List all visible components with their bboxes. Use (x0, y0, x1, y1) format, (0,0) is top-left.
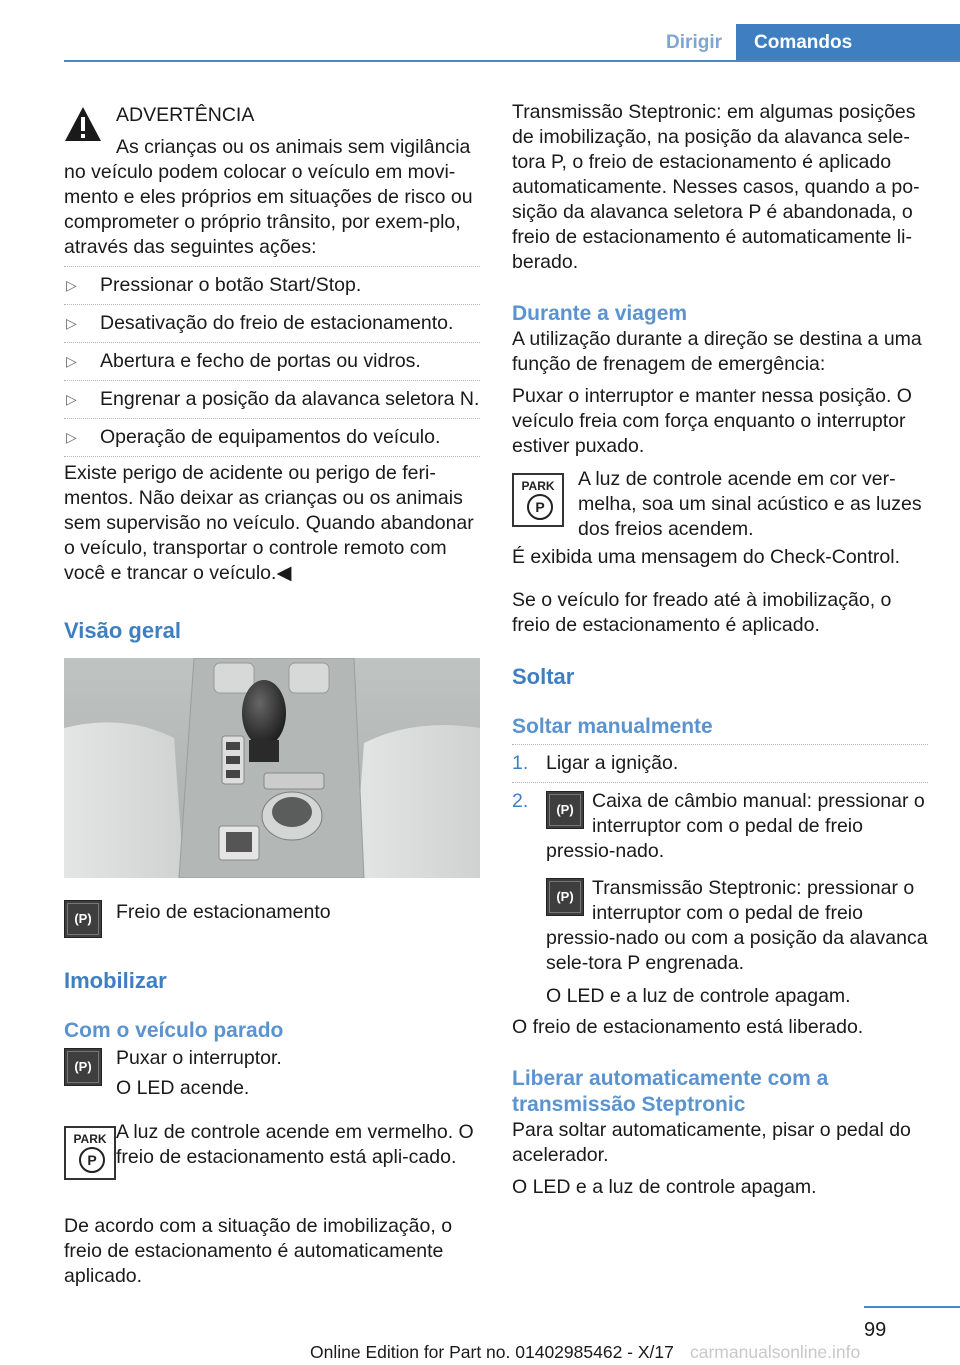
warning-bullets (64, 266, 480, 457)
warning-triangle-icon (64, 106, 102, 142)
red-light-row (64, 1120, 480, 1200)
list-item: ▷ Operação de equipamentos do veículo. (64, 418, 480, 457)
red-sound-text: A luz de controle acende em cor ver-melha, soa um sinal acústico e as luzes dos freios acendem. (578, 468, 922, 540)
edition-text: Online Edition for Part no. 01402985462 - X/17 (310, 1342, 674, 1362)
list-item: ▷ Pressionar o botão Start/Stop. (64, 266, 480, 304)
list-item: ▷ Engrenar a posição da alavanca seletora N. (64, 380, 480, 418)
pull-hold-text: Puxar o interruptor e manter nessa posição. O veículo freia com força enquanto o interruptor estiver puxado. (512, 385, 912, 457)
heading-during-trip: Durante a viagem (512, 302, 688, 325)
heading-release-manual: Soltar manualmente (512, 715, 713, 738)
warning-title: ADVERTÊNCIA (116, 104, 255, 126)
pull-switch-text: Puxar o interruptor. (116, 1047, 282, 1069)
braked-stop-text: Se o veículo for freado até à imobilização, o freio de estacionamento é aplicado. (512, 589, 892, 636)
steptronic-press-text: Transmissão Steptronic: pressionar o interruptor com o pedal de freio pressio-nado ou com a posição da alavanca sele-tora P engrenada. (546, 877, 928, 974)
steptronic-press-block (546, 876, 928, 1009)
footer-rule (864, 1306, 960, 1308)
parking-brake-icon: (P) (64, 1048, 102, 1086)
warning-block (64, 100, 480, 260)
heading-release: Soltar (512, 664, 575, 689)
steptronic-p-text: Transmissão Steptronic: em algumas posições de imobilização, na posição da alavanca sele-tora P, o freio de estacionamento é aplicado automaticamente. Nesses casos, quando a po-sição da alavanca seletora P é abandonada, o freio de estacionamento é automaticamente li-berado. (512, 101, 920, 273)
check-control-text: É exibida uma mensagem do Check-Control. (512, 546, 901, 568)
tab-comandos[interactable]: Comandos (736, 24, 960, 62)
red-sound-row (512, 467, 928, 543)
released-text: O freio de estacionamento está liberado. (512, 1016, 864, 1038)
during-text: A utilização durante a direção se destina a uma função de frenagem de emergência: (512, 328, 922, 375)
heading-auto-release: Liberar automaticamente com a transmissão Steptronic (512, 1067, 829, 1116)
parking-brake-icon: (P) (546, 878, 584, 916)
list-item: 1. Ligar a ignição. (512, 744, 928, 782)
right-column (512, 100, 928, 1200)
situation-text: De acordo com a situação de imobilização, o freio de estacionamento é automaticamente aplicado. (64, 1215, 453, 1287)
release-steps (512, 744, 928, 870)
warning-intro-rest: no veículo podem colocar o veículo em movi-mento e eles próprios em situações de risco ou comprometer o próprio trânsito, por exem-plo, através das seguintes ações: (64, 161, 473, 258)
tab-dirigir[interactable]: Dirigir (666, 32, 722, 53)
led-off-text-2: O LED e a luz de controle apagam. (512, 1176, 817, 1198)
list-item: ▷ Abertura e fecho de portas ou vidros. (64, 342, 480, 380)
red-light-text: A luz de controle acende em vermelho. O freio de estacionamento está apli-cado. (116, 1121, 474, 1168)
list-item: ▷ Desativação do freio de estacionamento. (64, 304, 480, 342)
header-rule (64, 60, 960, 62)
heading-overview: Visão geral (64, 618, 181, 643)
page-number: 99 (864, 1319, 887, 1341)
bullet-triangle-icon: ▷ (66, 315, 77, 331)
parking-brake-icon: (P) (64, 900, 102, 938)
heading-vehicle-stopped: Com o veículo parado (64, 1019, 284, 1042)
parking-brake-icon: (P) (546, 791, 584, 829)
park-indicator-icon: PARK P (64, 1126, 116, 1180)
bullet-triangle-icon: ▷ (66, 277, 77, 293)
icon-caption: Freio de estacionamento (116, 901, 331, 923)
bullet-triangle-icon: ▷ (66, 353, 77, 369)
pull-switch-row (64, 1046, 480, 1102)
list-item: 2. (P) Caixa de câmbio manual: pressionar o interruptor com o pedal de freio pressio-nado. (512, 782, 928, 870)
bullet-triangle-icon: ▷ (66, 429, 77, 445)
warning-intro-first: As crianças ou os animais sem vigilância (116, 136, 471, 158)
auto-release-text: Para soltar automaticamente, pisar o pedal do acelerador. (512, 1119, 911, 1166)
left-column (64, 100, 480, 1289)
led-on-text: O LED acende. (116, 1077, 250, 1099)
warning-closing: Existe perigo de acidente ou perigo de feri-mentos. Não deixar as crianças ou os animais sem supervisão no veículo. Quando abandonar o veículo, transportar o controle remoto com você e trancar o veículo.◀ (64, 462, 474, 584)
center-console-image (64, 658, 480, 878)
console-photo (64, 658, 480, 878)
led-off-text: O LED e a luz de controle apagam. (546, 985, 851, 1007)
watermark: carmanualsonline.info (690, 1342, 861, 1362)
heading-immobilize: Imobilizar (64, 968, 167, 993)
caption-row (64, 900, 480, 944)
park-indicator-icon: PARK P (512, 473, 564, 527)
bullet-triangle-icon: ▷ (66, 391, 77, 407)
